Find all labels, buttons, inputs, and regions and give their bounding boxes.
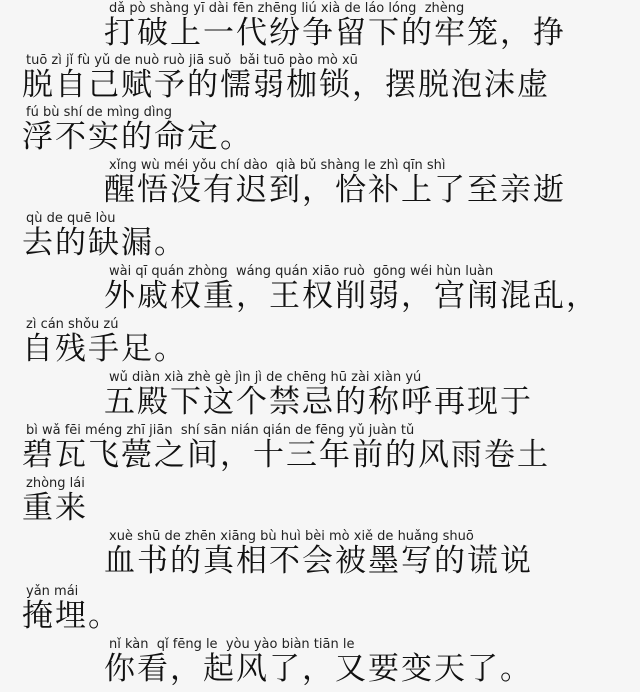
text-line-11 bbox=[0, 528, 640, 580]
pinyin-line-13: nǐ kàn qǐ fēng le yòu yào biàn tiān le bbox=[109, 637, 355, 652]
pinyin-line-3: fú bù shí de mìng dìng bbox=[26, 105, 172, 120]
hanzi-line-2: 脱自己赋予的懦弱枷锁，摆脱泡沫虚 bbox=[22, 67, 550, 103]
hanzi-line-5: 去的缺漏。 bbox=[22, 225, 187, 261]
pinyin-line-8: wǔ diàn xià zhè gè jìn jì de chēng hū zài xiàn yú bbox=[109, 370, 422, 385]
hanzi-line-13: 你看，起风了，又要变天了。 bbox=[104, 651, 533, 687]
text-line-5 bbox=[0, 210, 640, 262]
text-line-6 bbox=[0, 263, 640, 315]
hanzi-line-6: 外戚权重，王权削弱，宫闱混乱， bbox=[104, 278, 599, 314]
pinyin-line-7: zì cán shǒu zú bbox=[26, 317, 119, 332]
text-line-7 bbox=[0, 316, 640, 368]
pinyin-line-6: wài qī quán zhòng wáng quán xiāo ruò gōng wéi hùn luàn bbox=[109, 264, 494, 279]
hanzi-line-9: 碧瓦飞甍之间，十三年前的风雨卷土 bbox=[22, 437, 550, 473]
pinyin-line-10: zhòng lái bbox=[26, 476, 85, 491]
text-line-3 bbox=[0, 104, 640, 156]
hanzi-line-12: 掩埋。 bbox=[22, 598, 121, 634]
hanzi-line-10: 重来 bbox=[22, 490, 88, 526]
text-line-12 bbox=[0, 583, 640, 635]
pinyin-line-12: yǎn mái bbox=[26, 584, 79, 599]
hanzi-line-8: 五殿下这个禁忌的称呼再现于 bbox=[104, 384, 533, 420]
text-line-9 bbox=[0, 422, 640, 474]
hanzi-line-11: 血书的真相不会被墨写的谎说 bbox=[104, 543, 533, 579]
pinyin-line-4: xǐng wù méi yǒu chí dào qià bǔ shàng le zhì qīn shì bbox=[109, 158, 446, 173]
text-line-1 bbox=[0, 0, 640, 52]
text-line-2 bbox=[0, 52, 640, 104]
text-line-13 bbox=[0, 636, 640, 688]
text-line-8 bbox=[0, 369, 640, 421]
text-line-4 bbox=[0, 157, 640, 209]
pinyin-line-1: dǎ pò shàng yī dài fēn zhēng liú xià de láo lóng zhèng bbox=[109, 1, 465, 16]
hanzi-line-1: 打破上一代纷争留下的牢笼，挣 bbox=[104, 15, 566, 51]
text-line-10 bbox=[0, 475, 640, 527]
pinyin-line-2: tuō zì jǐ fù yǔ de nuò ruò jiā suǒ bǎi tuō pào mò xū bbox=[26, 53, 358, 68]
pinyin-line-9: bì wǎ fēi méng zhī jiān shí sān nián qián de fēng yǔ juàn tǔ bbox=[26, 423, 415, 438]
pinyin-line-5: qù de quē lòu bbox=[26, 211, 116, 226]
pinyin-line-11: xuè shū de zhēn xiāng bù huì bèi mò xiě de huǎng shuō bbox=[109, 529, 474, 544]
hanzi-line-4: 醒悟没有迟到，恰补上了至亲逝 bbox=[104, 172, 566, 208]
hanzi-line-3: 浮不实的命定。 bbox=[22, 119, 253, 155]
hanzi-line-7: 自残手足。 bbox=[22, 331, 187, 367]
